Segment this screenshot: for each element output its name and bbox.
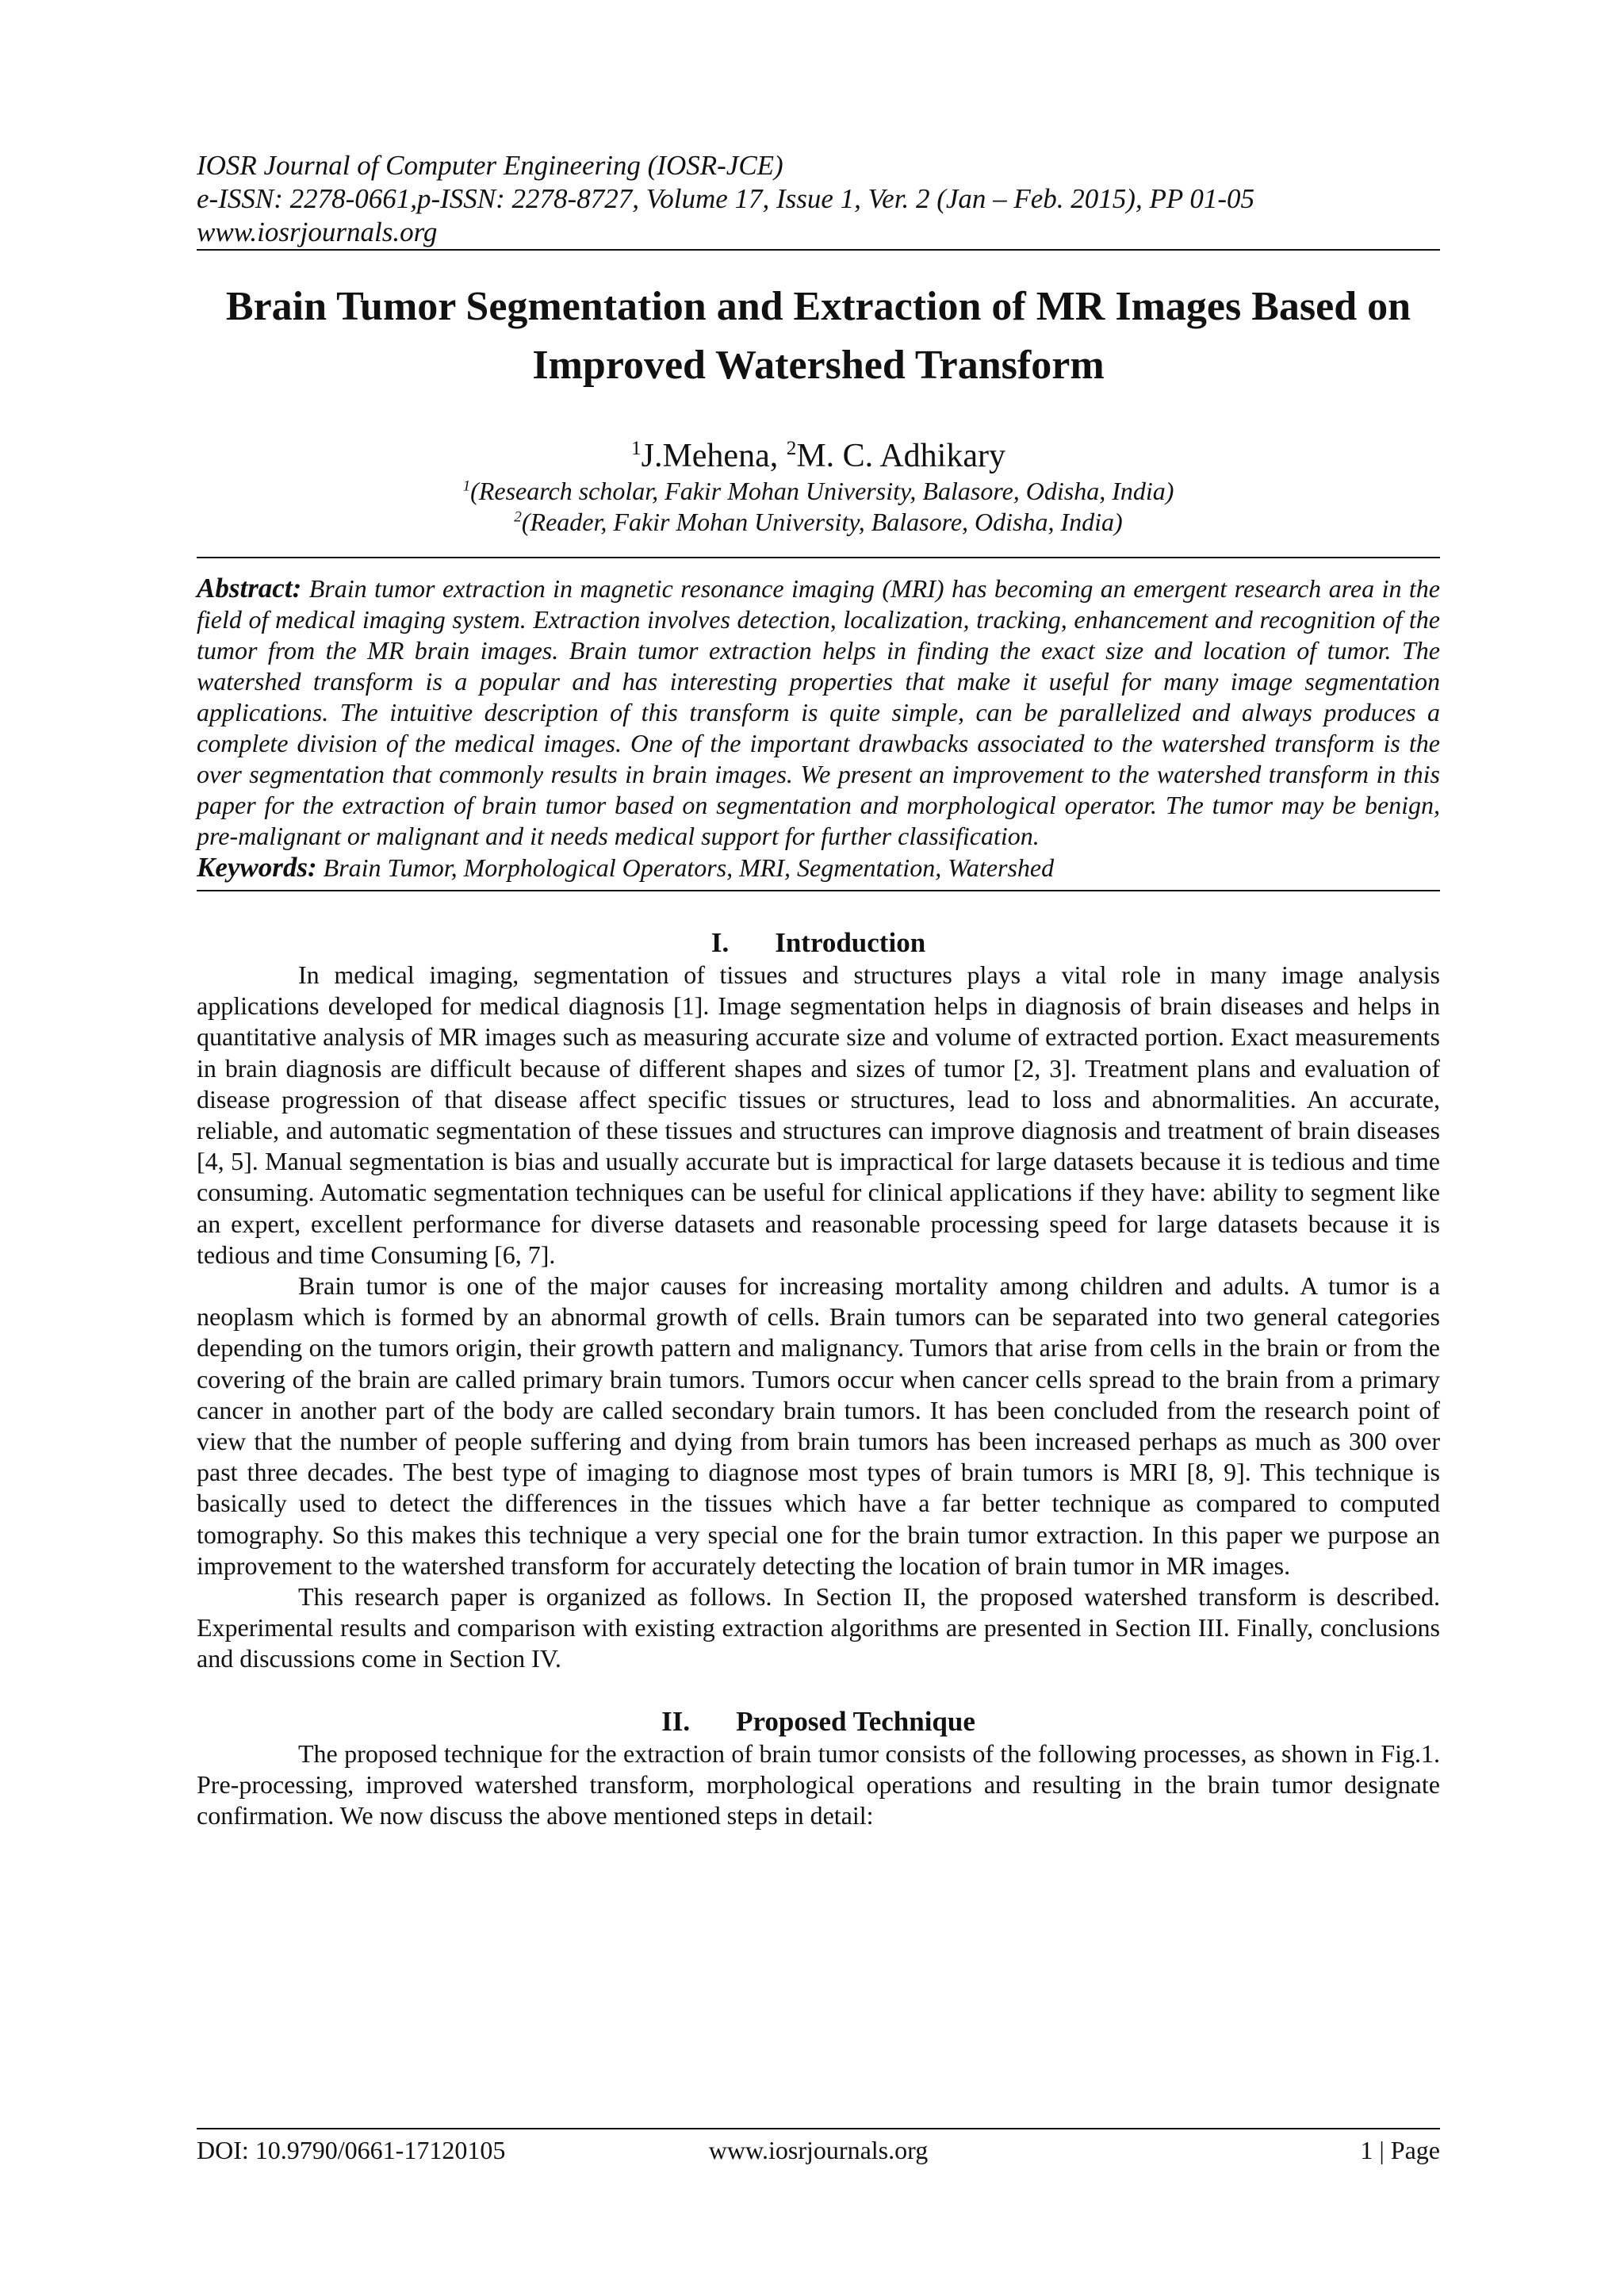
journal-name: IOSR Journal of Computer Engineering (IOSR-JCE): [197, 150, 783, 181]
affiliation-2-text: (Reader, Fakir Mohan University, Balasore, Odisha, India): [521, 508, 1123, 536]
journal-header: [197, 149, 1440, 249]
section-heading-proposed-technique: [197, 1705, 1440, 1738]
section-heading-introduction: [197, 926, 1440, 960]
section-2-title: Proposed Technique: [736, 1705, 975, 1737]
intro-paragraph-1: In medical imaging, segmentation of tissues and structures plays a vital role in many image analysis applications developed for medical diagnosis [1]. Image segmentation helps in diagnosis of brain diseases and helps in quantitative analysis of MR images such as measuring accurate size and volume of extracted portion. Exact measurements in brain diagnosis are difficult because of different shapes and sizes of tumor [2, 3]. Treatment plans and evaluation of disease progression of that disease affect specific tissues or structures, lead to loss and abnormalities. An accurate, reliable, and automatic segmentation of these tissues and structures can improve diagnosis and treatment of brain diseases [4, 5]. Manual segmentation is bias and usually accurate but is impractical for large datasets because it is tedious and time consuming. Automatic segmentation techniques can be useful for clinical applications if they have: ability to segment like an expert, excellent performance for diverse datasets and reasonable processing speed for large datasets because it is tedious and time Consuming [6, 7].: [197, 960, 1440, 1269]
paper-title: Brain Tumor Segmentation and Extraction of MR Images Based on Improved Watershed Transform: [225, 284, 1411, 388]
footer-website: www.iosrjournals.org: [708, 2136, 929, 2164]
intro-paragraph-2: Brain tumor is one of the major causes for increasing mortality among children and adults. A tumor is a neoplasm which is formed by an abnormal growth of cells. Brain tumors can be separated into two general categories depending on the tumors origin, their growth pattern and malignancy. Tumors that arise from cells in the brain or from the covering of the brain are called primary brain tumors. Tumors occur when cancer cells spread to the brain from a primary cancer in another part of the body are called secondary brain tumors. It has been concluded from the research point of view that the number of people suffering and dying from brain tumors has been increased perhaps as much as 300 over past three decades. The best type of imaging to diagnose most types of brain tumors is MRI [8, 9]. This technique is basically used to detect the differences in the tissues which have a far better technique as compared to computed tomography. So this makes this technique a very special one for the brain tumor extraction. In this paper we purpose an improvement to the watershed transform for accurately detecting the location of brain tumor in MR images.: [197, 1271, 1440, 1580]
author-2-name: M. C. Adhikary: [796, 438, 1005, 474]
author-1-name: J.Mehena,: [641, 438, 779, 474]
author-1-sup: 1: [631, 438, 642, 459]
journal-website: www.iosrjournals.org: [197, 217, 438, 247]
affiliation-1: [197, 476, 1440, 507]
journal-issn: e-ISSN: 2278-0661,p-ISSN: 2278-8727, Volume 17, Issue 1, Ver. 2 (Jan – Feb. 2015), PP 01-05: [197, 183, 1254, 214]
affiliation-1-sup: 1: [462, 477, 471, 495]
section-2-number: II.: [661, 1705, 691, 1737]
paper-page: [197, 149, 1440, 1831]
abstract-label: Abstract:: [197, 573, 302, 604]
affiliation-1-text: (Research scholar, Fakir Mohan University, Balasore, Odisha, India): [470, 477, 1174, 505]
footer-page-number: 1 | Page: [1360, 2136, 1440, 2164]
section-1-number: I.: [710, 927, 730, 958]
keywords: [197, 852, 1440, 884]
proposed-paragraph-1: The proposed technique for the extraction of brain tumor consists of the following processes, as shown in Fig.1. Pre-processing, improved watershed transform, morphological operations and resulting in the brain tumor designate confirmation. We now discuss the above mentioned steps in detail:: [197, 1738, 1440, 1830]
keywords-label: Keywords:: [197, 852, 317, 883]
abstract-text: Brain tumor extraction in magnetic resonance imaging (MRI) has becoming an emergent research area in the field of medical imaging system. Extraction involves detection, localization, tracking, enhancement and recognition of the tumor from the MR brain images. Brain tumor extraction helps in finding the exact size and location of tumor. The watershed transform is a popular and has interesting properties that make it useful for many image segmentation applications. The intuitive description of this transform is quite simple, can be parallelized and always produces a complete division of the medical images. One of the important drawbacks associated to the watershed transform is the over segmentation that commonly results in brain images. We present an improvement to the watershed transform in this paper for the extraction of brain tumor based on segmentation and morphological operator. The tumor may be benign, pre-malignant or malignant and it needs medical support for further classification.: [197, 574, 1441, 850]
section-1-title: Introduction: [775, 927, 926, 958]
page-footer: [197, 2128, 1440, 2164]
abstract: [197, 573, 1440, 852]
abstract-block: [197, 557, 1440, 891]
affiliation-2: [197, 507, 1440, 538]
author-list: [197, 436, 1440, 476]
intro-paragraph-3: This research paper is organized as follows. In Section II, the proposed watershed transform is described. Experimental results and comparison with existing extraction algorithms are presented in Section III. Finally, conclusions and discussions come in Section IV.: [197, 1582, 1440, 1673]
footer-doi: DOI: 10.9790/0661-17120105: [197, 2136, 506, 2164]
affiliation-2-sup: 2: [514, 508, 522, 526]
author-2-sup: 2: [786, 438, 797, 459]
keywords-text: Brain Tumor, Morphological Operators, MRI, Segmentation, Watershed: [323, 853, 1055, 882]
header-rule: [197, 249, 1440, 251]
